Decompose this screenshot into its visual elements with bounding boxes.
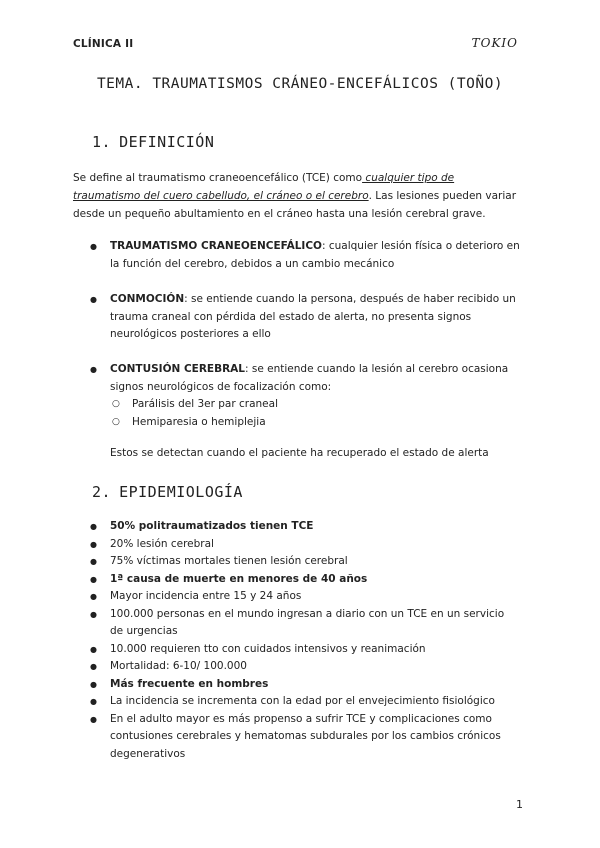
list-item <box>90 676 520 694</box>
page-number: 1 <box>516 798 523 811</box>
header-author: TOKIO <box>471 36 518 50</box>
list-item-text: Más frecuente en hombres <box>110 677 269 690</box>
list-item <box>90 588 520 606</box>
section-heading-definicion <box>92 133 214 151</box>
definition-list <box>90 361 520 431</box>
definition-list <box>90 291 520 344</box>
list-item-term: CONMOCIÓN <box>110 293 185 305</box>
list-item-text: : se entiende cuando la lesión al cerebro ocasiona signos neurológicos de focalización como: <box>110 363 509 393</box>
note-text: Estos se detectan cuando el paciente ha recuperado el estado de alerta <box>110 447 489 459</box>
list-item-term: TRAUMATISMO CRANEOENCEFÁLICO <box>110 240 322 252</box>
list-item <box>90 658 520 676</box>
sub-list-item: ○ Hemiparesia o hemiplejia <box>110 414 520 432</box>
list-item <box>90 606 520 641</box>
list-item-text: 20% lesión cerebral <box>110 537 214 550</box>
definition-list <box>90 238 520 273</box>
intro-emphasis: cualquier tipo de traumatismo del cuero cabelludo, el cráneo o el cerebro <box>73 172 455 202</box>
section-title: DEFINICIÓN <box>119 133 215 151</box>
list-item <box>90 693 520 711</box>
list-item-text: : cualquier lesión física o deterioro en la función del cerebro, debidos a un cambio mecánico <box>110 240 520 270</box>
list-item <box>90 571 520 589</box>
intro-text: Se define al traumatismo craneoencefálico (TCE) como <box>73 172 363 184</box>
list-item-text: : se entiende cuando la persona, después de haber recibido un trauma craneal con pérdida del estado de alerta, no presenta signos neurológicos posteriores a ello <box>110 293 516 340</box>
section-number: 1. <box>92 133 112 151</box>
list-item-term: CONTUSIÓN CEREBRAL <box>110 363 245 375</box>
list-item-text: 75% víctimas mortales tienen lesión cerebral <box>110 555 348 567</box>
list-item <box>90 238 520 273</box>
list-item-text: 50% politraumatizados tienen TCE <box>110 520 314 532</box>
section-title: EPIDEMIOLOGÍA <box>119 483 243 501</box>
list-item <box>90 711 520 764</box>
focal-signs-list <box>110 396 520 431</box>
list-item-text: Mortalidad: 6-10/ 100.000 <box>110 660 247 672</box>
list-item-text: 1ª causa de muerte en menores de 40 años <box>110 572 368 585</box>
list-item-text: La incidencia se incrementa con la edad por el envejecimiento fisiológico <box>110 695 495 707</box>
sub-list-item: ○ Parálisis del 3er par craneal <box>110 396 520 414</box>
list-item-text: 10.000 requieren tto con cuidados intensivos y reanimación <box>110 642 426 655</box>
list-item-text: Mayor incidencia entre 15 y 24 años <box>110 590 302 602</box>
intro-text-end: . Las lesiones pueden variar desde un pequeño abultamiento en el cráneo hasta una lesión cerebral grave. <box>73 190 517 220</box>
list-item <box>90 518 520 536</box>
list-item <box>90 641 520 659</box>
header-course: CLÍNICA II <box>73 38 134 50</box>
list-item-text: En el adulto mayor es más propenso a sufrir TCE y complicaciones como contusiones cerebrales y hematomas subdurales por los cambios crónicos degenerativos <box>110 712 501 760</box>
list-item <box>90 291 520 344</box>
definition-paragraph <box>73 169 523 223</box>
list-item <box>90 553 520 571</box>
list-item-text: 100.000 personas en el mundo ingresan a diario con un TCE en un servicio de urgencias <box>110 607 505 637</box>
section-number: 2. <box>92 483 112 501</box>
list-item <box>90 536 520 554</box>
epidemiology-list <box>90 518 520 763</box>
section-heading-epidemiologia <box>92 483 243 501</box>
document-title: TEMA. TRAUMATISMOS CRÁNEO-ENCEFÁLICOS (TOÑO) <box>96 76 504 92</box>
list-item <box>90 361 520 431</box>
